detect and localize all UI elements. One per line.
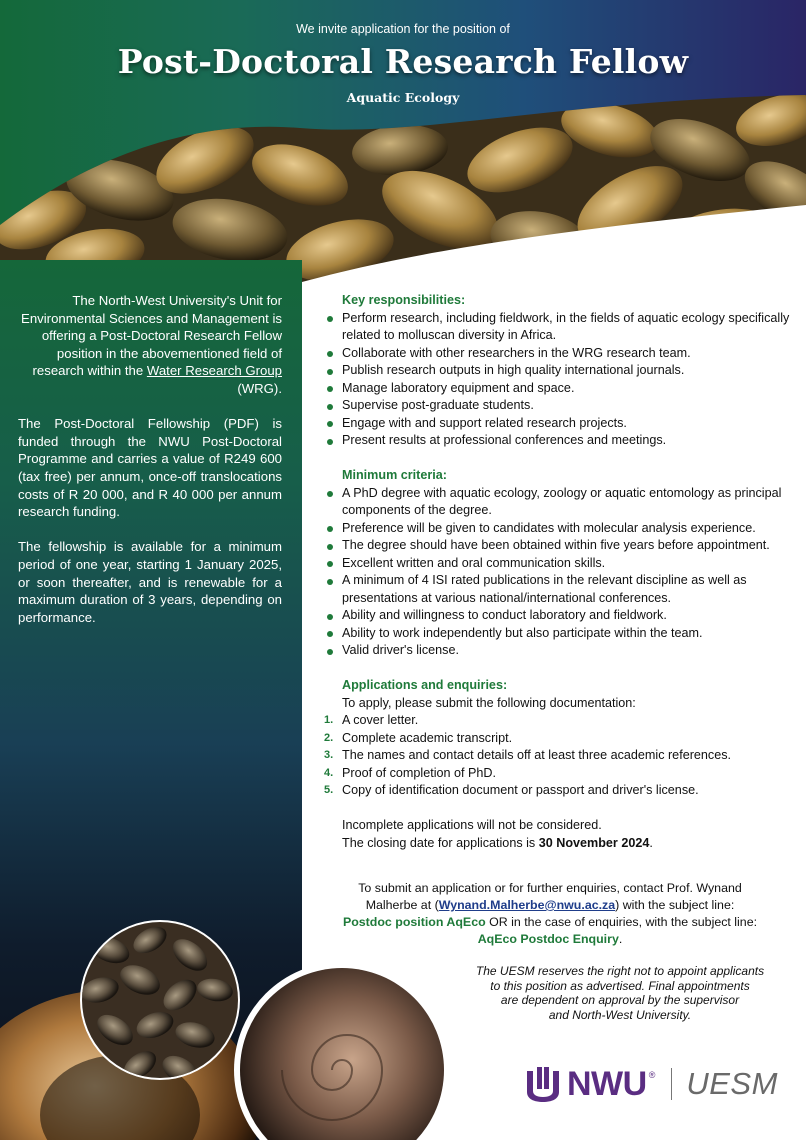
closing-date: 30 November 2024 bbox=[538, 835, 650, 850]
responsibilities-list bbox=[318, 310, 798, 450]
invite-line: We invite application for the position of bbox=[296, 22, 510, 36]
list-number: 3. bbox=[324, 749, 334, 761]
list-number: 4. bbox=[324, 766, 334, 779]
responsibilities-heading: Key responsibilities: bbox=[342, 293, 466, 307]
left-text-block bbox=[18, 292, 282, 644]
logo-registered-mark: ® bbox=[648, 1070, 656, 1080]
intro-paragraph bbox=[18, 292, 282, 398]
logo-uesm-text: UESM bbox=[686, 1066, 778, 1101]
subject-line-enquiry: AqEco Postdoc Enquiry bbox=[477, 932, 619, 946]
list-item: Perform research, including fieldwork, in the fields of aquatic ecology specifically related to molluscan diversity in Africa. bbox=[318, 310, 798, 345]
list-item: The degree should have been obtained within five years before appointment. bbox=[318, 537, 798, 555]
list-item: 5. Copy of identification document or passport and driver's license. bbox=[318, 782, 798, 800]
header-banner bbox=[0, 0, 806, 300]
list-item: Engage with and support related research projects. bbox=[318, 415, 798, 433]
wrg-link[interactable]: Water Research Group bbox=[146, 363, 282, 379]
list-item: Preference will be given to candidates with molecular analysis experience. bbox=[318, 520, 798, 538]
list-item: Ability and willingness to conduct laboratory and fieldwork. bbox=[318, 607, 798, 625]
applications-heading: Applications and enquiries: bbox=[342, 678, 508, 692]
list-item: A minimum of 4 ISI rated publications in the relevant discipline as well as presentations at various national/international conferences. bbox=[318, 572, 798, 607]
page-title: Post-Doctoral Research Fellow bbox=[117, 42, 689, 81]
list-number: 5. bbox=[324, 784, 334, 796]
logo-nwu-text: NWU bbox=[567, 1064, 647, 1103]
intro-text-end: (WRG). bbox=[237, 380, 282, 396]
list-item: A PhD degree with aquatic ecology, zoology or aquatic entomology as principal components of the degree. bbox=[318, 485, 798, 520]
contact-block: To submit an application or for further enquiries, contact Prof. Wynand Malherbe at (Wynand.Malherbe@nwu.ac.za) with the subject line: Postdoc position AqEco OR in the case of enquiries, with the subject line: AqEco Postdoc Enquiry. bbox=[342, 881, 758, 946]
right-panel bbox=[318, 292, 798, 852]
list-item: Collaborate with other researchers in the WRG research team. bbox=[318, 345, 798, 363]
mussel-photo-band bbox=[0, 0, 806, 300]
disclaimer: The UESM reserves the right not to appoint applicants to this position as advertised. Final appointments are dependent on approval by the supervisor and North-West University. bbox=[475, 964, 765, 1022]
list-item: Valid driver's license. bbox=[318, 642, 798, 660]
criteria-heading: Minimum criteria: bbox=[342, 468, 447, 482]
nwu-logo-icon bbox=[523, 1065, 563, 1103]
email-link[interactable]: Wynand.Malherbe@nwu.ac.za bbox=[438, 898, 616, 912]
list-item: Excellent written and oral communication skills. bbox=[318, 555, 798, 573]
list-item: Ability to work independently but also participate within the team. bbox=[318, 625, 798, 643]
list-number: 1. bbox=[324, 714, 334, 726]
list-item: 1. A cover letter. bbox=[318, 712, 798, 730]
funding-paragraph: The Post-Doctoral Fellowship (PDF) is funded through the NWU Post-Doctoral Programme and carries a value of R249 600 (tax free) per annum, once-off translocations costs of R 20 000, and R 40 000 per annum research funding. bbox=[18, 416, 282, 520]
spiral-snail-photo bbox=[232, 960, 452, 1140]
intro-text: The North-West University's Unit for Environmental Sciences and Management is offering a Post-Doctoral Research Fellow position in the abovementioned field of research within the bbox=[21, 293, 282, 379]
availability-paragraph: The fellowship is available for a minimum period of one year, starting 1 January 2025, or soon thereafter, and is renewable for a maximum duration of 3 years, depending on performance. bbox=[18, 539, 282, 625]
list-item: 3. The names and contact details off at least three academic references. bbox=[318, 747, 798, 765]
list-item: Publish research outputs in high quality international journals. bbox=[318, 362, 798, 380]
incomplete-note: Incomplete applications will not be considered. bbox=[342, 818, 602, 832]
closing-date-line: The closing date for applications is 30 November 2024. bbox=[342, 835, 653, 850]
list-item: Present results at professional conferences and meetings. bbox=[318, 432, 798, 450]
subject-line-application: Postdoc position AqEco bbox=[342, 915, 486, 929]
applications-intro: To apply, please submit the following documentation: bbox=[342, 695, 636, 710]
nwu-uesm-logo bbox=[523, 1064, 778, 1104]
list-item: Supervise post-graduate students. bbox=[318, 397, 798, 415]
list-item: 4. Proof of completion of PhD. bbox=[318, 765, 798, 783]
criteria-list bbox=[318, 485, 798, 660]
list-number: 2. bbox=[324, 731, 334, 744]
list-item: 2. Complete academic transcript. bbox=[318, 730, 798, 748]
list-item: Manage laboratory equipment and space. bbox=[318, 380, 798, 398]
applications-list bbox=[318, 712, 798, 800]
logo-divider bbox=[671, 1068, 672, 1100]
page-subtitle: Aquatic Ecology bbox=[346, 90, 460, 105]
